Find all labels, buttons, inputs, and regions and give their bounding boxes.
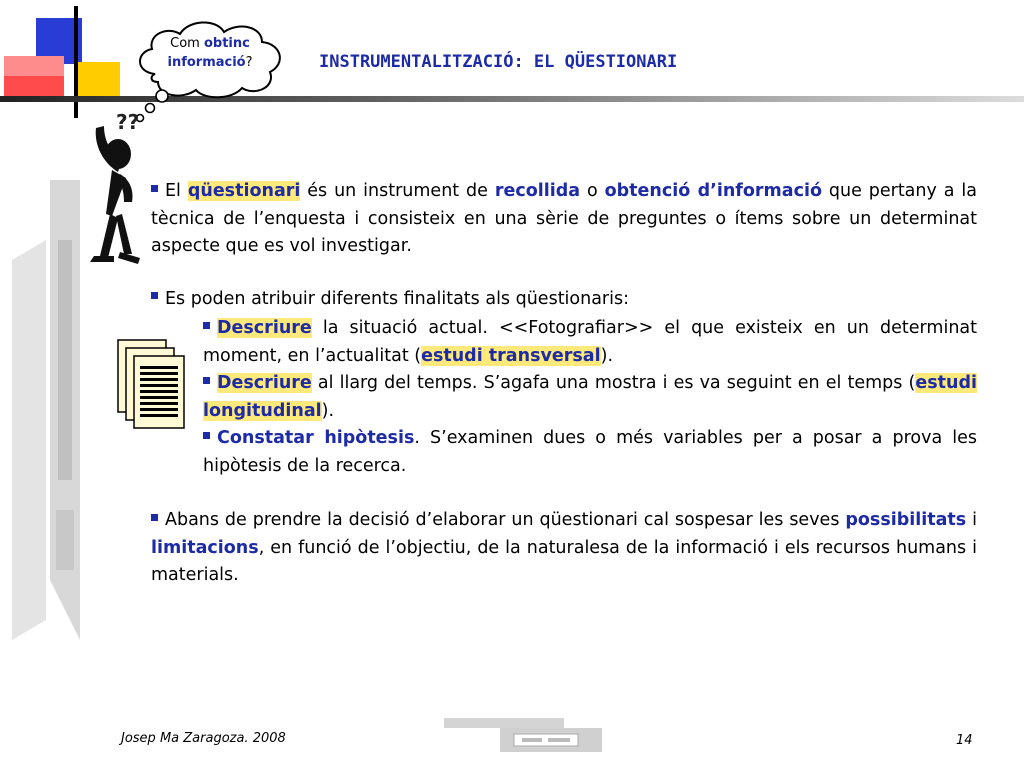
bullet-icon xyxy=(151,514,158,521)
paragraph-purposes: Es poden atribuir diferents finalitats als qüestionaris: xyxy=(151,286,977,314)
corner-yellow-block xyxy=(78,62,120,98)
main-content xyxy=(151,178,977,313)
subitem-describe-time: Descriure al llarg del temps. S’agafa una mostra i es va seguint en el temps (estudi longitudinal). xyxy=(203,373,977,421)
paragraph-considerations: Abans de prendre la decisió d’elaborar un qüestionari cal sospesar les seves possibilitats i limitacions, en funció de l’objectiu, de la naturalesa de la informació i els recursos humans i materials. xyxy=(151,510,977,585)
thought-bubble-text: Com obtinc informació? xyxy=(167,36,253,70)
figure-question-marks: ?? xyxy=(116,110,140,134)
page-number: 14 xyxy=(956,733,973,748)
bullet-icon xyxy=(151,292,158,299)
thinking-figure-icon xyxy=(76,118,160,270)
decorative-side-graphic xyxy=(6,180,86,640)
page-title: INSTRUMENTALITZACIÓ: EL QÜESTIONARI xyxy=(319,52,678,72)
bullet-icon xyxy=(203,377,210,384)
subitem-describe-current: Descriure la situació actual. <<Fotografiar>> el que existeix en un determinat moment, en l’actualitat (estudi transversal). xyxy=(203,318,977,366)
bullet-icon xyxy=(151,185,158,192)
subitem-hypothesis: Constatar hipòtesis. S’examinen dues o més variables per a posar a prova les hipòtesis de la recerca. xyxy=(203,428,977,476)
bullet-icon xyxy=(203,322,210,329)
paragraph-definition: El qüestionari és un instrument de recollida o obtenció d’informació que pertany a la tècnica de l’enquesta i consisteix en una sèrie de preguntes o ítems sobre un determinat aspecte que es vol investigar. xyxy=(151,181,977,256)
footer-logo-graphic xyxy=(444,714,604,754)
bullet-icon xyxy=(203,432,210,439)
corner-red-block-light xyxy=(4,56,64,76)
document-stack-icon xyxy=(116,338,190,432)
footer-author: Josep Ma Zaragoza. 2008 xyxy=(121,731,286,746)
